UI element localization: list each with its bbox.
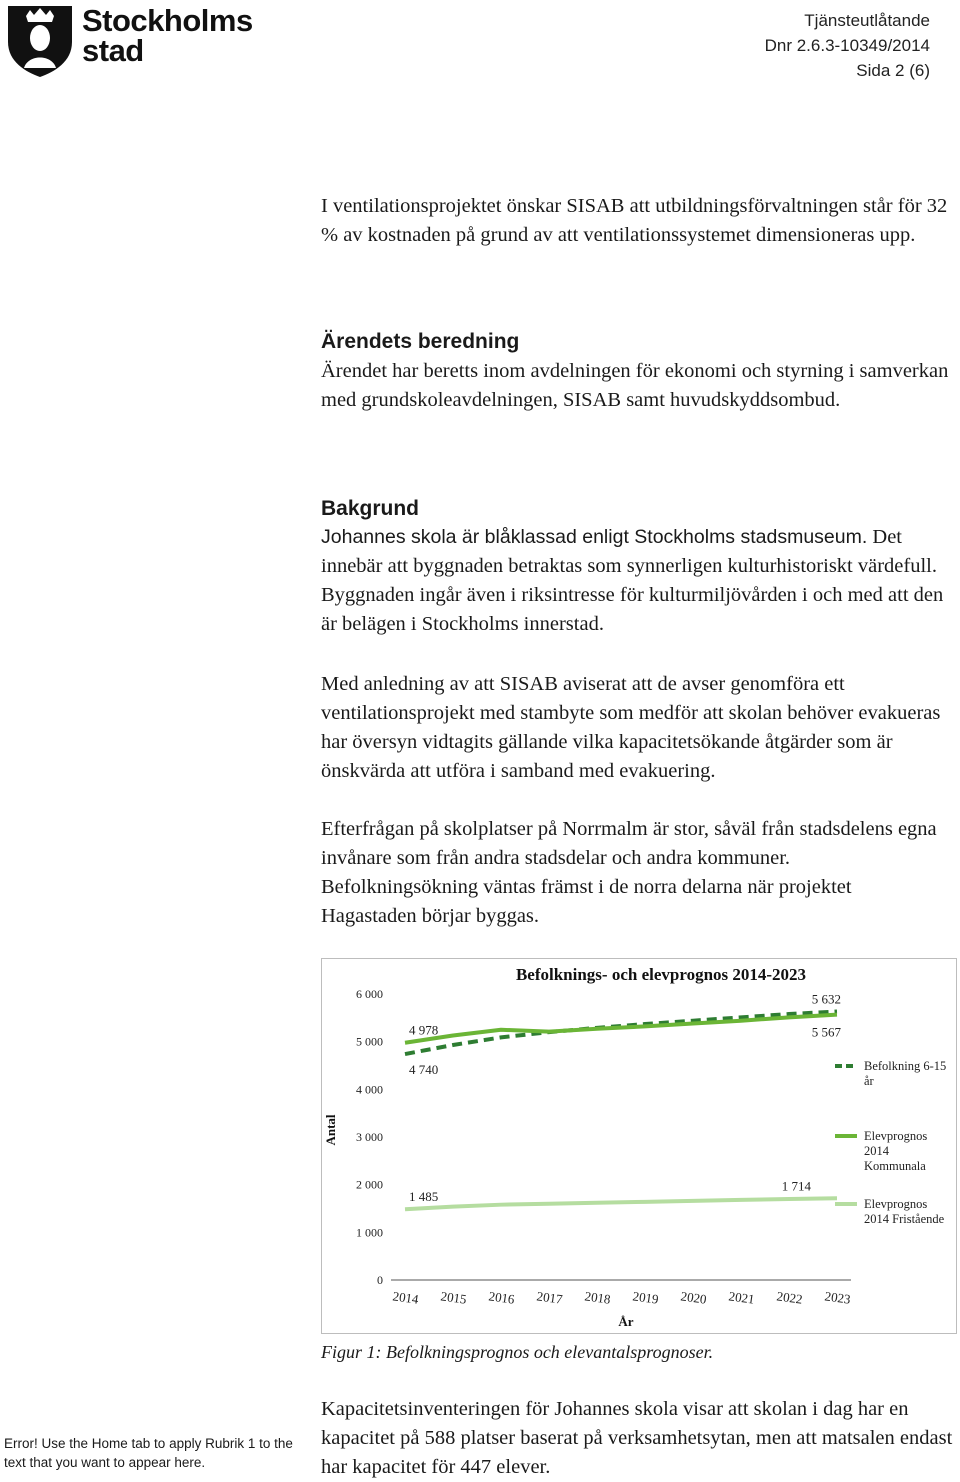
y-tick-label: 2 000 bbox=[356, 1177, 383, 1192]
stockholms-stad-logo bbox=[4, 2, 253, 78]
x-tick-label: 2018 bbox=[583, 1288, 612, 1307]
x-tick-label: 2023 bbox=[823, 1288, 852, 1307]
y-tick-label: 1 000 bbox=[356, 1225, 383, 1240]
data-label: 1 485 bbox=[409, 1189, 439, 1205]
doc-type: Tjänsteutlåtande bbox=[804, 11, 930, 30]
y-tick-label: 6 000 bbox=[356, 987, 383, 1001]
x-tick-label: 2022 bbox=[775, 1288, 804, 1307]
x-tick-label: 2020 bbox=[679, 1288, 708, 1307]
x-tick-label: 2015 bbox=[439, 1288, 468, 1307]
bakgrund-paragraph bbox=[321, 523, 951, 639]
data-label: 5 632 bbox=[811, 991, 841, 1007]
city-crest-icon bbox=[4, 2, 76, 78]
chart-frame bbox=[322, 959, 957, 1334]
y-tick-label: 3 000 bbox=[356, 1130, 383, 1144]
intro-paragraph: I ventilationsprojektet önskar SISAB att utbildningsförvaltningen står för 32 % av kostnaden på grund av att ventilationssystemet dimensioneras upp. bbox=[321, 195, 948, 246]
efterfragan-paragraph: Efterfrågan på skolplatser på Norrmalm är stor, såväl från stadsdelens egna invånare som från andra stadsdelar och andra kommuner. Befolkningsökning väntas främst i de norra delarna när projektet Hagastaden börjar byggas. bbox=[321, 818, 937, 927]
y-axis-label: Antal bbox=[323, 1114, 338, 1146]
y-tick-label: 0 bbox=[377, 1273, 383, 1287]
x-axis-label: År bbox=[618, 1314, 634, 1329]
kapacitet-paragraph: Kapacitetsinventeringen för Johannes skola visar att skolan i dag har en kapacitet på 588 platser baserat på verksamhetsytan, men att matsalen endast har kapacitet för 447 elever. bbox=[321, 1398, 953, 1478]
page-number: Sida 2 (6) bbox=[856, 61, 930, 80]
chart-title: Befolknings- och elevprognos 2014-2023 bbox=[515, 965, 807, 984]
population-forecast-chart bbox=[321, 958, 957, 1334]
x-tick-label: 2014 bbox=[391, 1288, 420, 1307]
y-tick-label: 4 000 bbox=[356, 1082, 383, 1097]
x-tick-label: 2016 bbox=[487, 1288, 516, 1307]
beredning-heading: Ärendets beredning bbox=[321, 330, 520, 353]
bakgrund-text-1: Johannes skola är blåklassad enligt Stockholms stadsmuseum. bbox=[321, 526, 868, 548]
data-label: 4 740 bbox=[409, 1062, 439, 1078]
doc-number: Dnr 2.6.3-10349/2014 bbox=[764, 36, 930, 55]
logo-line1: Stockholms bbox=[82, 3, 253, 38]
data-label: 1 714 bbox=[781, 1178, 811, 1194]
anledning-paragraph: Med anledning av att SISAB aviserat att de avser genomföra ett ventilationsprojekt med stambyte som medför att skolan behöver evakueras har översyn vidtagits gällande vilka kapacitetsökande åtgärder som är önskvärda att utföra i samband med evakuering. bbox=[321, 673, 941, 782]
y-tick-label: 5 000 bbox=[356, 1034, 383, 1049]
bakgrund-text-2: Det innebär att byggnaden betraktas som synnerligen kulturhistoriskt värdefull. Byggnaden ingår även i riksintresse för kulturmiljövården i och med att den är belägen i Stockholms innerstad. bbox=[321, 526, 944, 635]
x-tick-label: 2017 bbox=[535, 1288, 564, 1307]
error-note: Error! Use the Home tab to apply Rubrik 1 to the text that you want to appear here. bbox=[4, 1436, 293, 1470]
bakgrund-heading: Bakgrund bbox=[321, 497, 420, 520]
data-label: 4 978 bbox=[409, 1022, 439, 1038]
document-meta bbox=[765, 8, 930, 83]
legend-label-2: Elevprognos 2014 Fristående bbox=[864, 1197, 945, 1226]
beredning-paragraph: Ärendet har beretts inom avdelningen för ekonomi och styrning i samverkan med grundskoleavdelningen, SISAB samt huvudskyddsombud. bbox=[321, 360, 949, 411]
figure-caption: Figur 1: Befolkningsprognos och elevantalsprognoser. bbox=[321, 1342, 714, 1362]
x-tick-label: 2019 bbox=[631, 1288, 660, 1307]
legend-label-1: Elevprognos 2014 Kommunala bbox=[864, 1129, 928, 1173]
data-label: 5 567 bbox=[811, 1024, 841, 1040]
x-tick-label: 2021 bbox=[727, 1288, 756, 1307]
logo-line2: stad bbox=[82, 33, 144, 68]
legend-label-0: Befolkning 6-15 år bbox=[864, 1059, 947, 1088]
chart-svg bbox=[321, 958, 957, 1334]
